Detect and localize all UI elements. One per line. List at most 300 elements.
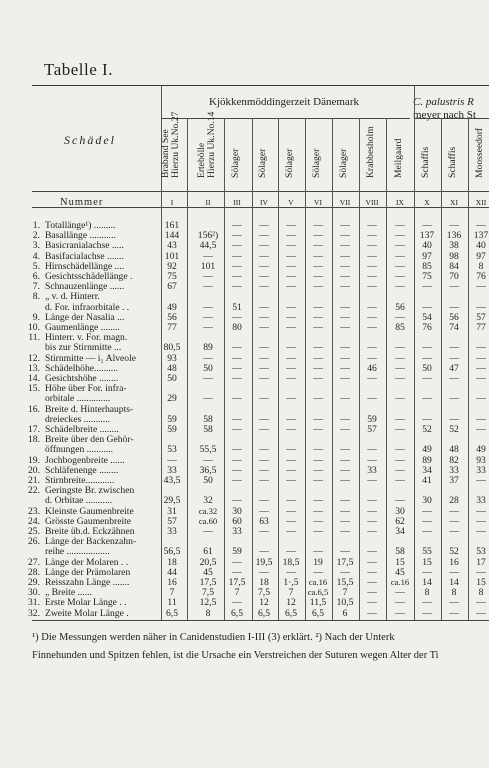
table-cell: — — [340, 424, 350, 435]
table-cell: 97 — [422, 250, 432, 262]
table-cell: 80 — [232, 322, 242, 333]
row-label: reihe .................. — [45, 546, 110, 558]
row-number: 6. — [32, 271, 40, 282]
table-cell: — — [259, 526, 269, 537]
table-cell: — — [449, 342, 459, 354]
table-cell: — — [313, 464, 323, 476]
table-cell: — — [232, 413, 242, 425]
table-cell: — — [367, 515, 377, 527]
table-cell: 17,5 — [228, 577, 246, 588]
table-cell: ca.16 — [390, 577, 410, 587]
table-cell: — — [340, 464, 350, 476]
column-header-sublabel: Hierzu Uk.No.27 — [170, 111, 181, 178]
row-number: 10. — [28, 322, 40, 333]
column-number: XI — [450, 198, 458, 207]
table-cell: — — [313, 301, 323, 313]
table-cell: 10,5 — [336, 597, 354, 609]
table-cell: 15 — [395, 556, 405, 568]
table-cell: 12,5 — [199, 597, 217, 609]
table-cell: — — [203, 526, 213, 537]
row-label: Grösste Gaumenbreite — [45, 515, 132, 527]
table-cell: — — [367, 230, 377, 242]
table-cell: — — [313, 250, 323, 262]
table-cell: — — [340, 250, 350, 262]
table-cell: — — [367, 393, 377, 405]
table-cell: — — [313, 454, 323, 466]
table-cell: — — [286, 424, 296, 435]
table-cell: — — [259, 322, 269, 333]
row-label: Erste Molar Länge . . — [45, 597, 127, 609]
table-cell: — — [367, 373, 377, 384]
row-number: 18. — [28, 434, 40, 446]
table-cell: — — [367, 352, 377, 364]
table-cell: — — [313, 424, 323, 435]
table-cell: — — [449, 220, 459, 231]
table-cell: — — [340, 352, 350, 364]
row-number: 2. — [32, 230, 40, 242]
number-label: Nummer — [60, 197, 104, 208]
column-number: VIII — [365, 198, 379, 207]
table-cell: — — [232, 271, 242, 282]
table-cell: — — [367, 311, 377, 323]
row-number: 4. — [32, 250, 40, 262]
header-rule — [32, 191, 489, 192]
table-cell: 19 — [313, 556, 323, 568]
table-cell: — — [476, 413, 486, 425]
table-cell: — — [422, 607, 432, 619]
table-cell: — — [232, 566, 242, 578]
table-cell: 59 — [367, 413, 377, 425]
table-cell: — — [340, 240, 350, 252]
table-cell: — — [232, 230, 242, 242]
row-label: d. Orbitae ........... — [45, 495, 113, 507]
table-cell: 34 — [422, 464, 432, 476]
column-header-label: Schaffis — [447, 146, 458, 178]
table-cell: — — [367, 240, 377, 252]
table-cell: 101 — [164, 250, 180, 262]
table-cell: — — [313, 373, 323, 384]
table-cell: 6,5 — [231, 607, 243, 619]
table-cell: 49 — [422, 444, 432, 456]
table-cell: 12 — [259, 597, 269, 609]
table-cell: — — [232, 597, 242, 609]
row-label: Geringste Br. zwischen — [45, 485, 135, 497]
table-cell: — — [395, 495, 405, 507]
table-cell: 77 — [167, 322, 177, 333]
table-cell: 44 — [167, 566, 177, 578]
table-cell: — — [232, 352, 242, 364]
table-cell: — — [476, 566, 486, 578]
table-cell: — — [367, 597, 377, 609]
table-cell: — — [395, 281, 405, 293]
table-cell: — — [286, 444, 296, 456]
table-cell: — — [476, 607, 486, 619]
table-cell: 75 — [422, 271, 432, 282]
table-cell: — — [449, 393, 459, 405]
table-cell: — — [203, 393, 213, 405]
table-cell: — — [476, 373, 486, 384]
table-cell: 101 — [200, 260, 216, 272]
table-cell: 33 — [476, 495, 486, 507]
column-number: III — [233, 198, 241, 207]
table-cell: — — [449, 526, 459, 537]
table-cell: — — [449, 515, 459, 527]
table-cell: — — [395, 260, 405, 272]
table-cell: — — [232, 240, 242, 252]
row-number: 15. — [28, 383, 40, 395]
table-cell: — — [449, 352, 459, 364]
table-cell: — — [340, 505, 350, 517]
table-cell: — — [286, 342, 296, 354]
table-cell: — — [286, 322, 296, 333]
table-cell: — — [259, 362, 269, 374]
row-label: Hinterr. v. For. magn. — [45, 332, 128, 344]
table-cell: 29,5 — [163, 495, 181, 507]
table-cell: 58 — [203, 424, 213, 435]
table-cell: ca.6,5 — [307, 587, 329, 598]
group-header-denmark: Kjökkenmöddingerzeit Dänemark — [209, 96, 359, 108]
table-cell: 56,5 — [163, 546, 181, 558]
table-cell: 15 — [476, 577, 486, 588]
column-header-label: Sölager — [257, 148, 268, 178]
table-cell: 33 — [476, 464, 486, 476]
table-cell: — — [286, 566, 296, 578]
table-cell: — — [395, 220, 405, 231]
table-cell: 16 — [167, 577, 177, 588]
table-cell: 85 — [395, 322, 405, 333]
table-cell: 144 — [164, 230, 180, 242]
table-cell: — — [259, 281, 269, 293]
column-number: IX — [396, 198, 404, 207]
table-cell: 19,5 — [255, 556, 273, 568]
table-cell: 43 — [167, 240, 177, 252]
table-cell: — — [395, 362, 405, 374]
table-cell: — — [476, 597, 486, 609]
table-cell: 77 — [476, 322, 486, 333]
table-cell: — — [286, 495, 296, 507]
table-cell: — — [313, 495, 323, 507]
table-cell: 161 — [164, 220, 180, 231]
table-cell: — — [203, 352, 213, 364]
row-number: 9. — [32, 311, 40, 323]
table-cell: 6,5 — [166, 607, 178, 619]
table-cell: 30 — [232, 505, 242, 517]
table-cell: 7 — [234, 587, 240, 599]
table-cell: — — [286, 220, 296, 231]
row-label: Stirnmitte — i₁ Alveole — [45, 352, 137, 364]
row-number: 26. — [28, 536, 40, 548]
table-cell: — — [313, 393, 323, 405]
table-cell: — — [286, 475, 296, 486]
row-label: Totallänge¹) ......... — [45, 220, 116, 231]
table-cell: — — [395, 250, 405, 262]
table-cell: 89 — [422, 454, 432, 466]
table-cell: — — [340, 475, 350, 486]
table-cell: — — [395, 230, 405, 242]
table-cell: — — [367, 526, 377, 537]
table-cell: — — [340, 230, 350, 242]
table-cell: — — [367, 566, 377, 578]
table-cell: — — [203, 373, 213, 384]
table-cell: 31 — [167, 505, 177, 517]
table-cell: — — [286, 413, 296, 425]
table-cell: — — [367, 342, 377, 354]
table-title: Tabelle I. — [44, 60, 113, 79]
row-label: Schnauzenlänge ...... — [45, 281, 125, 293]
table-cell: 6,5 — [312, 607, 324, 619]
table-cell: — — [232, 393, 242, 405]
table-cell: 55,5 — [199, 444, 217, 456]
table-cell: — — [340, 373, 350, 384]
table-cell: — — [286, 271, 296, 282]
row-label: Gesichtshöhe ........ — [45, 373, 119, 384]
table-cell: 50 — [422, 362, 432, 374]
table-cell: 52 — [449, 424, 459, 435]
table-cell: 1·,5 — [283, 577, 299, 588]
table-cell: — — [286, 505, 296, 517]
table-cell: 34 — [395, 526, 405, 537]
table-cell: — — [395, 454, 405, 466]
table-cell: 45 — [203, 566, 213, 578]
table-cell: — — [259, 546, 269, 558]
table-cell: — — [476, 393, 486, 405]
row-number: 29. — [28, 577, 40, 588]
row-number: 21. — [28, 475, 40, 486]
table-cell: — — [313, 526, 323, 537]
row-label: Reisszahn Länge ....... — [45, 577, 130, 588]
table-cell: 7 — [288, 587, 294, 599]
table-cell: 59 — [167, 424, 177, 435]
table-cell: 76 — [476, 271, 486, 282]
table-cell: — — [367, 220, 377, 231]
table-cell: — — [340, 281, 350, 293]
table-cell: 55 — [422, 546, 432, 558]
group-rule-palustris — [414, 118, 489, 119]
top-rule — [32, 85, 489, 86]
table-cell: — — [259, 444, 269, 456]
table-cell: 18 — [167, 556, 177, 568]
table-cell: — — [422, 505, 432, 517]
table-cell: 53 — [167, 444, 177, 456]
table-cell: — — [476, 505, 486, 517]
table-cell: 59 — [232, 546, 242, 558]
column-header-label: Sölager — [338, 148, 349, 178]
table-cell: — — [232, 281, 242, 293]
row-number: 27. — [28, 556, 40, 568]
table-cell: — — [313, 444, 323, 456]
column-divider — [187, 118, 188, 620]
row-label: Länge der Backenzahn- — [45, 536, 137, 548]
table-cell: — — [340, 362, 350, 374]
table-cell: — — [449, 597, 459, 609]
table-cell: — — [395, 475, 405, 486]
row-number: 32. — [28, 607, 40, 619]
table-cell: — — [476, 475, 486, 486]
table-cell: — — [203, 454, 213, 466]
table-cell: 97 — [476, 250, 486, 262]
table-cell: — — [259, 373, 269, 384]
row-number: 30. — [28, 587, 40, 599]
table-cell: 17 — [476, 556, 486, 568]
table-cell: 15,5 — [336, 577, 354, 588]
bottom-rule — [32, 620, 489, 621]
table-cell: 48 — [449, 444, 459, 456]
table-cell: — — [232, 424, 242, 435]
row-label: Schädelhöhe.......... — [45, 362, 119, 374]
row-label: Stirnbreite............ — [45, 475, 115, 486]
table-cell: — — [232, 311, 242, 323]
row-number: 20. — [28, 464, 40, 476]
row-label: Schläfenenge ........ — [45, 464, 119, 476]
table-cell: — — [449, 413, 459, 425]
table-cell: — — [476, 281, 486, 293]
table-cell: 33 — [232, 526, 242, 537]
table-cell: — — [232, 464, 242, 476]
table-cell: — — [340, 311, 350, 323]
table-cell: — — [259, 260, 269, 272]
table-cell: — — [286, 526, 296, 537]
table-cell: — — [313, 230, 323, 242]
table-cell: — — [340, 393, 350, 405]
table-cell: 85 — [422, 260, 432, 272]
table-cell: — — [422, 373, 432, 384]
table-cell: — — [313, 515, 323, 527]
table-cell: — — [340, 322, 350, 333]
table-cell: 137 — [473, 230, 489, 242]
table-cell: 44,5 — [199, 240, 217, 252]
table-cell: — — [340, 454, 350, 466]
table-cell: — — [203, 322, 213, 333]
table-cell: — — [232, 250, 242, 262]
table-cell: — — [313, 413, 323, 425]
table-cell: 137 — [419, 230, 435, 242]
table-cell: — — [203, 271, 213, 282]
table-cell: — — [167, 454, 177, 466]
table-cell: — — [395, 444, 405, 456]
table-cell: — — [259, 311, 269, 323]
table-cell: — — [259, 220, 269, 231]
column-header-label: Sölager — [284, 148, 295, 178]
table-cell: 70 — [449, 271, 459, 282]
table-cell: — — [232, 495, 242, 507]
row-label: Basifacialachse ....... — [45, 250, 124, 262]
row-number: 8. — [32, 291, 40, 303]
table-cell: — — [313, 546, 323, 558]
table-cell: — — [340, 301, 350, 313]
row-number: 3. — [32, 240, 40, 252]
table-cell: 75 — [167, 271, 177, 282]
table-cell: — — [286, 373, 296, 384]
row-label: Gaumenlänge ........ — [45, 322, 120, 333]
table-cell: — — [313, 505, 323, 517]
table-cell: 33 — [167, 464, 177, 476]
table-cell: 47 — [449, 362, 459, 374]
table-cell: 84 — [449, 260, 459, 272]
column-number: XII — [475, 198, 487, 207]
table-cell: — — [449, 281, 459, 293]
table-cell: — — [286, 281, 296, 293]
table-cell: — — [340, 566, 350, 578]
table-cell: 37 — [449, 475, 459, 486]
table-cell: — — [395, 424, 405, 435]
table-cell: 57 — [167, 515, 177, 527]
row-number: 31. — [28, 597, 40, 609]
table-cell: — — [449, 607, 459, 619]
table-cell: — — [286, 546, 296, 558]
table-cell: — — [232, 220, 242, 231]
table-cell: — — [313, 281, 323, 293]
table-cell: 57 — [476, 311, 486, 323]
table-cell: — — [259, 352, 269, 364]
table-cell: — — [232, 342, 242, 354]
table-cell: — — [367, 495, 377, 507]
table-cell: 43,5 — [163, 475, 181, 486]
table-cell: — — [286, 230, 296, 242]
table-cell: — — [476, 220, 486, 231]
table-cell: 8 — [478, 260, 484, 272]
table-cell: 14 — [449, 577, 459, 588]
row-label: Kleinste Gaumenbreite — [45, 505, 134, 517]
table-cell: — — [422, 566, 432, 578]
table-cell: — — [395, 373, 405, 384]
table-cell: 38 — [449, 240, 459, 252]
row-label: orbitale .............. — [45, 393, 111, 405]
table-cell: — — [313, 362, 323, 374]
table-cell: 7,5 — [202, 587, 214, 599]
row-label: „ v. d. Hinterr. — [45, 291, 100, 303]
row-number: 5. — [32, 260, 40, 272]
row-number: 12. — [28, 352, 40, 364]
table-cell: — — [367, 444, 377, 456]
table-cell: 8 — [451, 587, 457, 599]
table-cell: — — [340, 546, 350, 558]
table-cell: 56 — [167, 311, 177, 323]
table-cell: 7,5 — [258, 587, 270, 599]
table-cell: — — [286, 393, 296, 405]
table-cell: — — [395, 393, 405, 405]
table-cell: — — [340, 515, 350, 527]
table-cell: 17,5 — [336, 556, 354, 568]
table-cell: 56 — [395, 301, 405, 313]
table-cell: — — [449, 505, 459, 517]
footnote-line-1: ¹) Die Messungen werden näher in Canidenstudien I-III (3) erklärt. ²) Nach der Unterk — [32, 632, 395, 643]
table-cell: 33 — [367, 464, 377, 476]
table-cell: — — [340, 413, 350, 425]
table-cell: — — [476, 362, 486, 374]
column-header-label: Moosseedorf — [474, 127, 485, 178]
column-header-sublabel: Hierzu Uk.No.14 — [206, 111, 217, 178]
table-cell: — — [367, 577, 377, 588]
table-cell: 60 — [232, 515, 242, 527]
table-cell: — — [476, 342, 486, 354]
table-cell: 57 — [367, 424, 377, 435]
table-cell: — — [286, 240, 296, 252]
table-cell: — — [286, 260, 296, 272]
table-cell: — — [367, 250, 377, 262]
row-number: 1. — [32, 220, 40, 231]
table-cell: 56 — [449, 311, 459, 323]
table-cell: — — [422, 526, 432, 537]
column-number: VII — [339, 198, 351, 207]
table-cell: 12 — [286, 597, 296, 609]
table-cell: — — [367, 454, 377, 466]
table-cell: — — [259, 342, 269, 354]
table-cell: — — [367, 546, 377, 558]
table-cell: ca.16 — [308, 577, 328, 587]
row-label: Länge der Molaren . . — [45, 556, 129, 568]
table-cell: 6,5 — [285, 607, 297, 619]
row-label: Breite d. Hinterhaupts- — [45, 403, 134, 415]
